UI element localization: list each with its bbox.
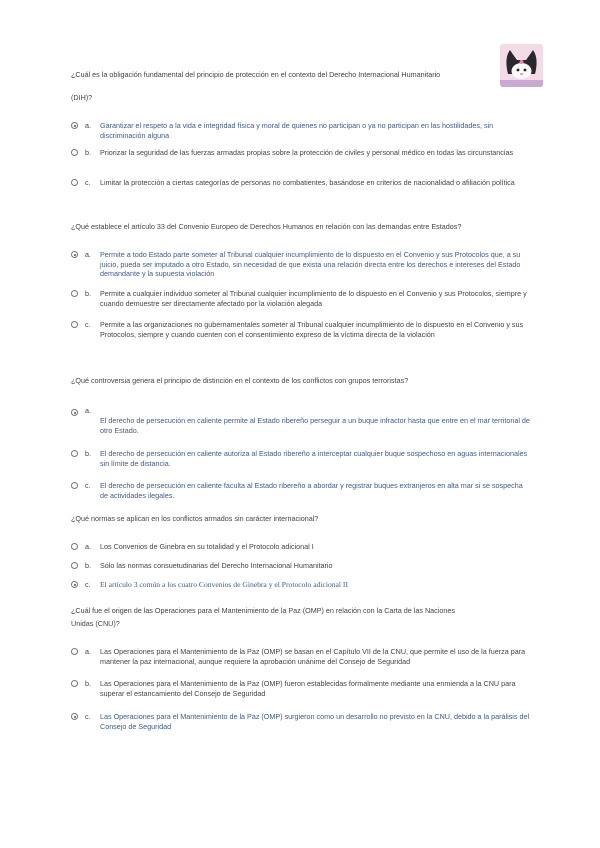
option-text: Permite a cualquier individuo someter al Tribunal cualquier incumplimiento de lo dispuesto en el Convenio y sus Protocolos, siempre y cuando demuestre ser directamente afectado por la violación alegada	[100, 289, 527, 308]
radio-selected-icon[interactable]	[71, 581, 78, 588]
option-text: Limitar la protección a ciertas categorías de personas no combatientes, basándose en criterios de nacionalidad o afiliación política	[100, 178, 515, 187]
option-text: Permite a todo Estado parte someter al Tribunal cualquier incumplimiento de lo dispuesto en el Convenio y sus Protocolos que, a su juicio, pueda ser imputado a otro Estado, sin necesidad de que exista una relación directa entre los derechos e intereses del Estado demandante y la supuesta violación	[100, 250, 521, 278]
radio-selected-icon[interactable]	[71, 713, 78, 720]
question-2: ¿Qué establece el artículo 33 del Convenio Europeo de Derechos Humanos en relación con las demandas entre Estados?	[71, 222, 462, 231]
q1-option-a[interactable]: a. Garantizar el respeto a la vida e integridad física y moral de quienes no participan o ya no participan en las hostilidades, sin discriminación alguna	[71, 121, 531, 141]
option-text: Los Convenios de Ginebra en su totalidad y el Protocolo adicional I	[100, 542, 314, 551]
radio-icon[interactable]	[71, 179, 78, 186]
option-text: Las Operaciones para el Mantenimiento de la Paz (OMP) surgieron como un desarrollo no previsto en la CNU, debido a la parálisis del Consejo de Seguridad	[100, 712, 530, 731]
q3-option-c[interactable]: c. El derecho de persecución en caliente faculta al Estado ribereño a abordar y registrar buques extranjeros en alta mar si se sospecha de actividades ilegales.	[71, 481, 531, 501]
option-text: El derecho de persecución en caliente autoriza al Estado ribereño a interceptar cualquier buque sospechoso en aguas internacionales sin límite de distancia.	[100, 449, 528, 468]
q5-option-c[interactable]: c. Las Operaciones para el Mantenimiento de la Paz (OMP) surgieron como un desarrollo no previsto en la CNU, debido a la parálisis del Consejo de Seguridad	[71, 712, 531, 732]
option-text: Las Operaciones para el Mantenimiento de la Paz (OMP) se basan en el Capítulo VII de la CNU, que permite el uso de la fuerza para mantener la paz internacional, aunque requiere la aprobación unánime del Consejo de Seguridad	[100, 647, 526, 666]
option-text: Sólo las normas consuetudinarias del Derecho Internacional Humanitario	[100, 561, 333, 570]
option-text: Garantizar el respeto a la vida e integridad física y moral de quienes no participan o ya no participan en las hostilidades, sin discriminación alguna	[100, 121, 494, 140]
kuromi-logo	[500, 44, 543, 87]
q2-option-a[interactable]: a. Permite a todo Estado parte someter al Tribunal cualquier incumplimiento de lo dispuesto en el Convenio y sus Protocolos que, a su juicio, pueda ser imputado a otro Estado, sin necesidad de que exista una relación directa entre los derechos e intereses del Estado demandante y la supuesta violación	[71, 250, 531, 280]
q4-option-c[interactable]: c. El artículo 3 común a los cuatro Convenios de Ginebra y el Protocolo adicional II	[71, 580, 531, 592]
option-text: Priorizar la seguridad de las fuerzas armadas propias sobre la protección de civiles y personal médico en todas las circunstancias	[100, 148, 514, 157]
q1-option-c[interactable]: c. Limitar la protección a ciertas categorías de personas no combatientes, basándose en criterios de nacionalidad o afiliación política	[71, 178, 531, 198]
radio-icon[interactable]	[71, 562, 78, 569]
q3-option-a[interactable]: a. El derecho de persecución en caliente permite al Estado ribereño perseguir a un buque infractor hasta que entre en el mar territorial de otro Estado.	[71, 406, 531, 438]
radio-selected-icon[interactable]	[71, 409, 78, 416]
q2-option-b[interactable]: b. Permite a cualquier individuo someter al Tribunal cualquier incumplimiento de lo dispuesto en el Convenio y sus Protocolos, siempre y cuando demuestre ser directamente afectado por la violación alegada	[71, 289, 531, 309]
q5-option-a[interactable]: a. Las Operaciones para el Mantenimiento de la Paz (OMP) se basan en el Capítulo VII de la CNU, que permite el uso de la fuerza para mantener la paz internacional, aunque requiere la aprobación unánime del Consejo de Seguridad	[71, 647, 531, 667]
question-4: ¿Qué normas se aplican en los conflictos armados sin carácter internacional?	[71, 514, 319, 523]
radio-icon[interactable]	[71, 648, 78, 655]
question-3: ¿Qué controversia genera el principio de distinción en el contexto de los conflictos con grupos terroristas?	[71, 376, 409, 385]
radio-icon[interactable]	[71, 543, 78, 550]
q3-option-b[interactable]: b. El derecho de persecución en caliente autoriza al Estado ribereño a interceptar cualquier buque sospechoso en aguas internacionales sin límite de distancia.	[71, 449, 531, 469]
option-text: El artículo 3 común a los cuatro Convenios de Ginebra y el Protocolo adicional II	[100, 580, 348, 589]
mascot-image	[500, 44, 543, 87]
question-1	[71, 70, 491, 80]
q1-option-b[interactable]: b. Priorizar la seguridad de las fuerzas armadas propias sobre la protección de civiles y personal médico en todas las circunstancias	[71, 148, 531, 168]
radio-selected-icon[interactable]	[71, 122, 78, 129]
radio-icon[interactable]	[71, 482, 78, 489]
question-1-text: ¿Cuál es la obligación fundamental del principio de protección en el contexto del Derecho Internacional Humanitario	[71, 70, 441, 79]
q5-option-b[interactable]: b. Las Operaciones para el Mantenimiento de la Paz (OMP) fueron establecidas formalmente mediante una enmienda a la CNU para superar el estancamiento del Consejo de Seguridad	[71, 679, 531, 699]
q4-option-a[interactable]: a. Los Convenios de Ginebra en su totalidad y el Protocolo adicional I	[71, 542, 531, 554]
option-text: El derecho de persecución en caliente faculta al Estado ribereño a abordar y registrar buques extranjeros en alta mar si se sospecha de actividades ilegales.	[100, 481, 523, 500]
question-1-cont: (DIH)?	[71, 93, 93, 102]
question-5: ¿Cuál fue el origen de las Operaciones para el Mantenimiento de la Paz (OMP) en relación con la Carta de las Naciones	[71, 606, 455, 615]
radio-icon[interactable]	[71, 680, 78, 687]
radio-icon[interactable]	[71, 290, 78, 297]
radio-icon[interactable]	[71, 321, 78, 328]
radio-selected-icon[interactable]	[71, 251, 78, 258]
option-text: Las Operaciones para el Mantenimiento de la Paz (OMP) fueron establecidas formalmente mediante una enmienda a la CNU para superar el estancamiento del Consejo de Seguridad	[100, 679, 516, 698]
radio-icon[interactable]	[71, 149, 78, 156]
option-text: El derecho de persecución en caliente permite al Estado ribereño perseguir a un buque infractor hasta que entre en el mar territorial de otro Estado.	[100, 416, 530, 435]
q4-option-b[interactable]: b. Sólo las normas consuetudinarias del Derecho Internacional Humanitario	[71, 561, 531, 573]
q2-option-c[interactable]: c. Permite a las organizaciones no gubernamentales someter al Tribunal cualquier incumplimiento de lo dispuesto en el Convenio y sus Protocolos, siempre y cuando cuenten con el consentimiento expreso de la víctima directa de la violación	[71, 320, 531, 350]
option-text: Permite a las organizaciones no gubernamentales someter al Tribunal cualquier incumplimiento de lo dispuesto en el Convenio y sus Protocolos, siempre y cuando cuenten con el consentimiento expreso de la víctima directa de la violación	[100, 320, 524, 339]
radio-icon[interactable]	[71, 450, 78, 457]
question-5-cont: Unidas (CNU)?	[71, 619, 120, 628]
